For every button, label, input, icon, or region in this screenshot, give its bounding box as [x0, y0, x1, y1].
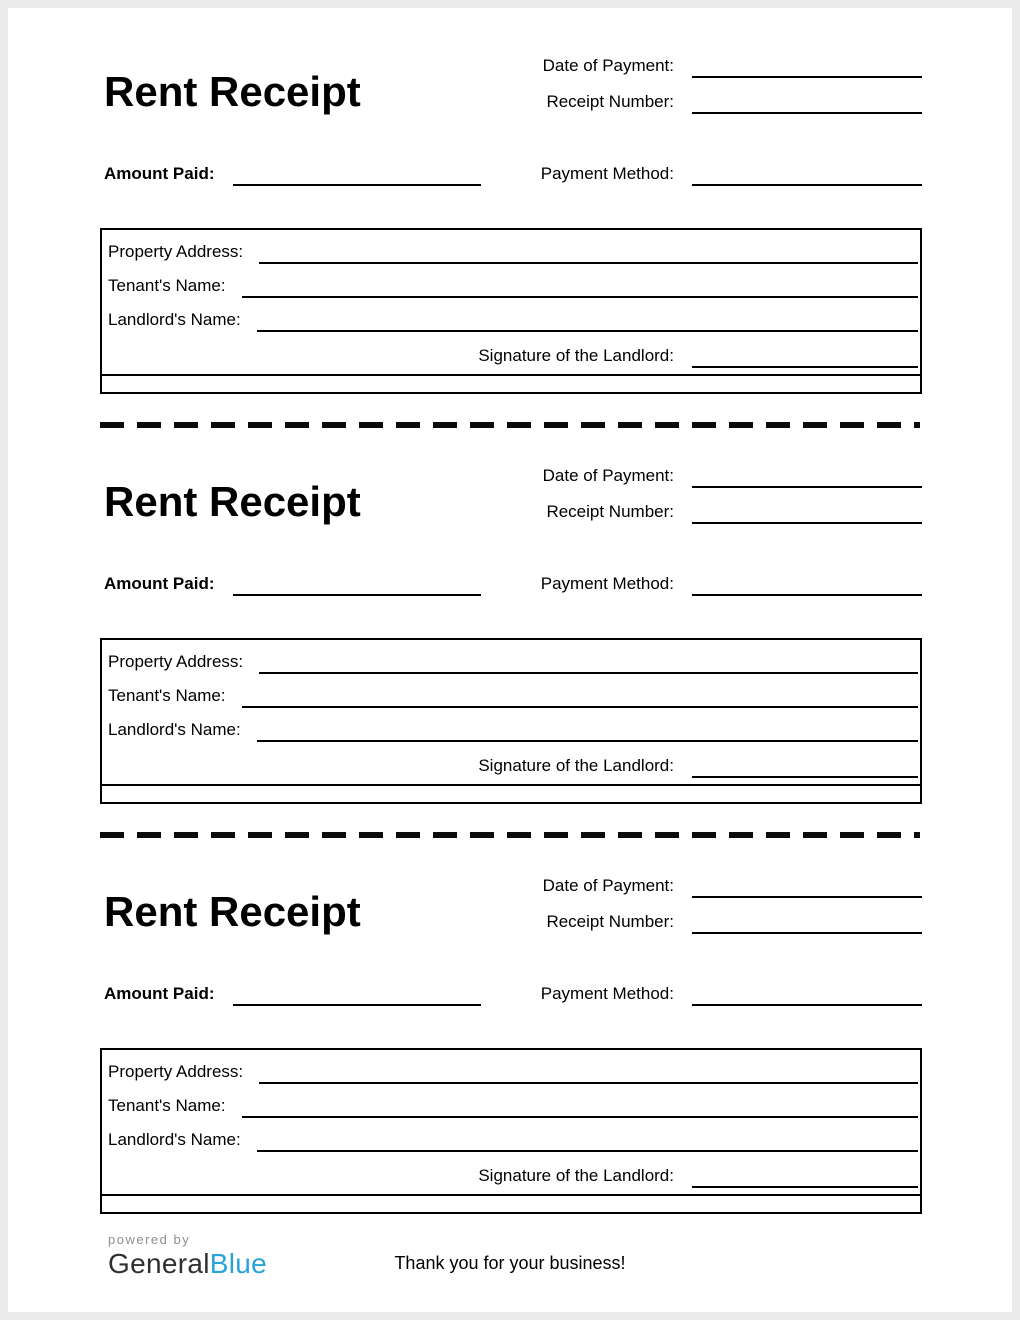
amount-paid-row [104, 984, 481, 1006]
rent-receipt-2 [8, 428, 1012, 804]
receipt-number-field [692, 504, 922, 524]
payment-method-row [541, 984, 922, 1006]
tenant-name-row [102, 1084, 920, 1118]
receipt-number-label: Receipt Number: [546, 502, 674, 521]
signature-field [692, 1168, 918, 1188]
landlord-name-field [257, 718, 918, 742]
date-of-payment-row [492, 466, 922, 488]
amount-paid-row [104, 164, 481, 186]
amount-payment-row [104, 574, 922, 596]
landlord-name-row [102, 298, 920, 332]
tenant-name-row [102, 674, 920, 708]
property-address-label: Property Address: [108, 242, 244, 261]
signature-row [102, 1152, 920, 1188]
date-of-payment-field [692, 58, 922, 78]
landlord-name-field [257, 308, 918, 332]
property-address-row [102, 640, 920, 674]
signature-label: Signature of the Landlord: [478, 346, 674, 365]
receipt-number-label: Receipt Number: [546, 912, 674, 931]
receipt-title: Rent Receipt [104, 888, 361, 935]
header-fields [492, 462, 922, 538]
signature-row [102, 742, 920, 778]
landlord-name-label: Landlord's Name: [108, 1130, 241, 1149]
receipt-title: Rent Receipt [104, 478, 361, 525]
payment-method-label: Payment Method: [540, 984, 674, 1003]
tenant-name-label: Tenant's Name: [108, 686, 226, 705]
property-address-label: Property Address: [108, 652, 244, 671]
signature-field [692, 348, 918, 368]
box-spacer [102, 786, 920, 802]
page [8, 8, 1012, 1312]
receipt-number-field [692, 94, 922, 114]
landlord-name-field [257, 1128, 918, 1152]
signature-label: Signature of the Landlord: [478, 756, 674, 775]
tenant-name-field [242, 684, 918, 708]
box-spacer [102, 376, 920, 392]
payment-method-label: Payment Method: [540, 164, 674, 183]
amount-payment-row [104, 164, 922, 186]
landlord-name-row [102, 1118, 920, 1152]
receipt-header [100, 462, 922, 538]
header-fields [492, 52, 922, 128]
payment-method-field [692, 986, 922, 1006]
property-address-field [259, 240, 918, 264]
thank-you-message: Thank you for your business! [394, 1253, 626, 1273]
brand-blue-text: Blue [209, 1248, 267, 1279]
payment-method-row [541, 574, 922, 596]
payment-method-row [541, 164, 922, 186]
amount-paid-row [104, 574, 481, 596]
amount-paid-label: Amount Paid: [104, 574, 215, 593]
date-of-payment-label: Date of Payment: [542, 56, 674, 75]
date-of-payment-row [492, 876, 922, 898]
rent-receipt-1 [8, 8, 1012, 394]
tenant-name-label: Tenant's Name: [108, 276, 226, 295]
amount-paid-label: Amount Paid: [104, 984, 215, 1003]
receipt-number-label: Receipt Number: [546, 92, 674, 111]
details-box [100, 228, 922, 394]
receipt-number-field [692, 914, 922, 934]
signature-label: Signature of the Landlord: [478, 1166, 674, 1185]
powered-by-text: powered by [108, 1232, 191, 1247]
property-address-field [259, 650, 918, 674]
rent-receipt-3 [8, 838, 1012, 1214]
payment-method-field [692, 166, 922, 186]
tenant-name-field [242, 274, 918, 298]
date-of-payment-field [692, 878, 922, 898]
receipt-number-row [492, 502, 922, 524]
tenant-name-field [242, 1094, 918, 1118]
property-address-row [102, 1050, 920, 1084]
receipt-number-row [492, 912, 922, 934]
amount-paid-field [233, 166, 481, 186]
payment-method-label: Payment Method: [540, 574, 674, 593]
property-address-row [102, 230, 920, 264]
tenant-name-label: Tenant's Name: [108, 1096, 226, 1115]
amount-paid-field [233, 986, 481, 1006]
details-box [100, 1048, 922, 1214]
payment-method-field [692, 576, 922, 596]
amount-paid-label: Amount Paid: [104, 164, 215, 183]
brand-general-text: General [108, 1248, 210, 1279]
receipt-title: Rent Receipt [104, 68, 361, 115]
receipt-header [100, 52, 922, 128]
details-box [100, 638, 922, 804]
amount-payment-row [104, 984, 922, 1006]
signature-row [102, 332, 920, 368]
tenant-name-row [102, 264, 920, 298]
date-of-payment-row [492, 56, 922, 78]
date-of-payment-label: Date of Payment: [542, 466, 674, 485]
header-fields [492, 872, 922, 948]
property-address-label: Property Address: [108, 1062, 244, 1081]
amount-paid-field [233, 576, 481, 596]
box-spacer [102, 1196, 920, 1212]
landlord-name-label: Landlord's Name: [108, 720, 241, 739]
receipt-header [100, 872, 922, 948]
property-address-field [259, 1060, 918, 1084]
date-of-payment-field [692, 468, 922, 488]
signature-field [692, 758, 918, 778]
receipt-number-row [492, 92, 922, 114]
landlord-name-label: Landlord's Name: [108, 310, 241, 329]
date-of-payment-label: Date of Payment: [542, 876, 674, 895]
footer [8, 1214, 1012, 1286]
landlord-name-row [102, 708, 920, 742]
